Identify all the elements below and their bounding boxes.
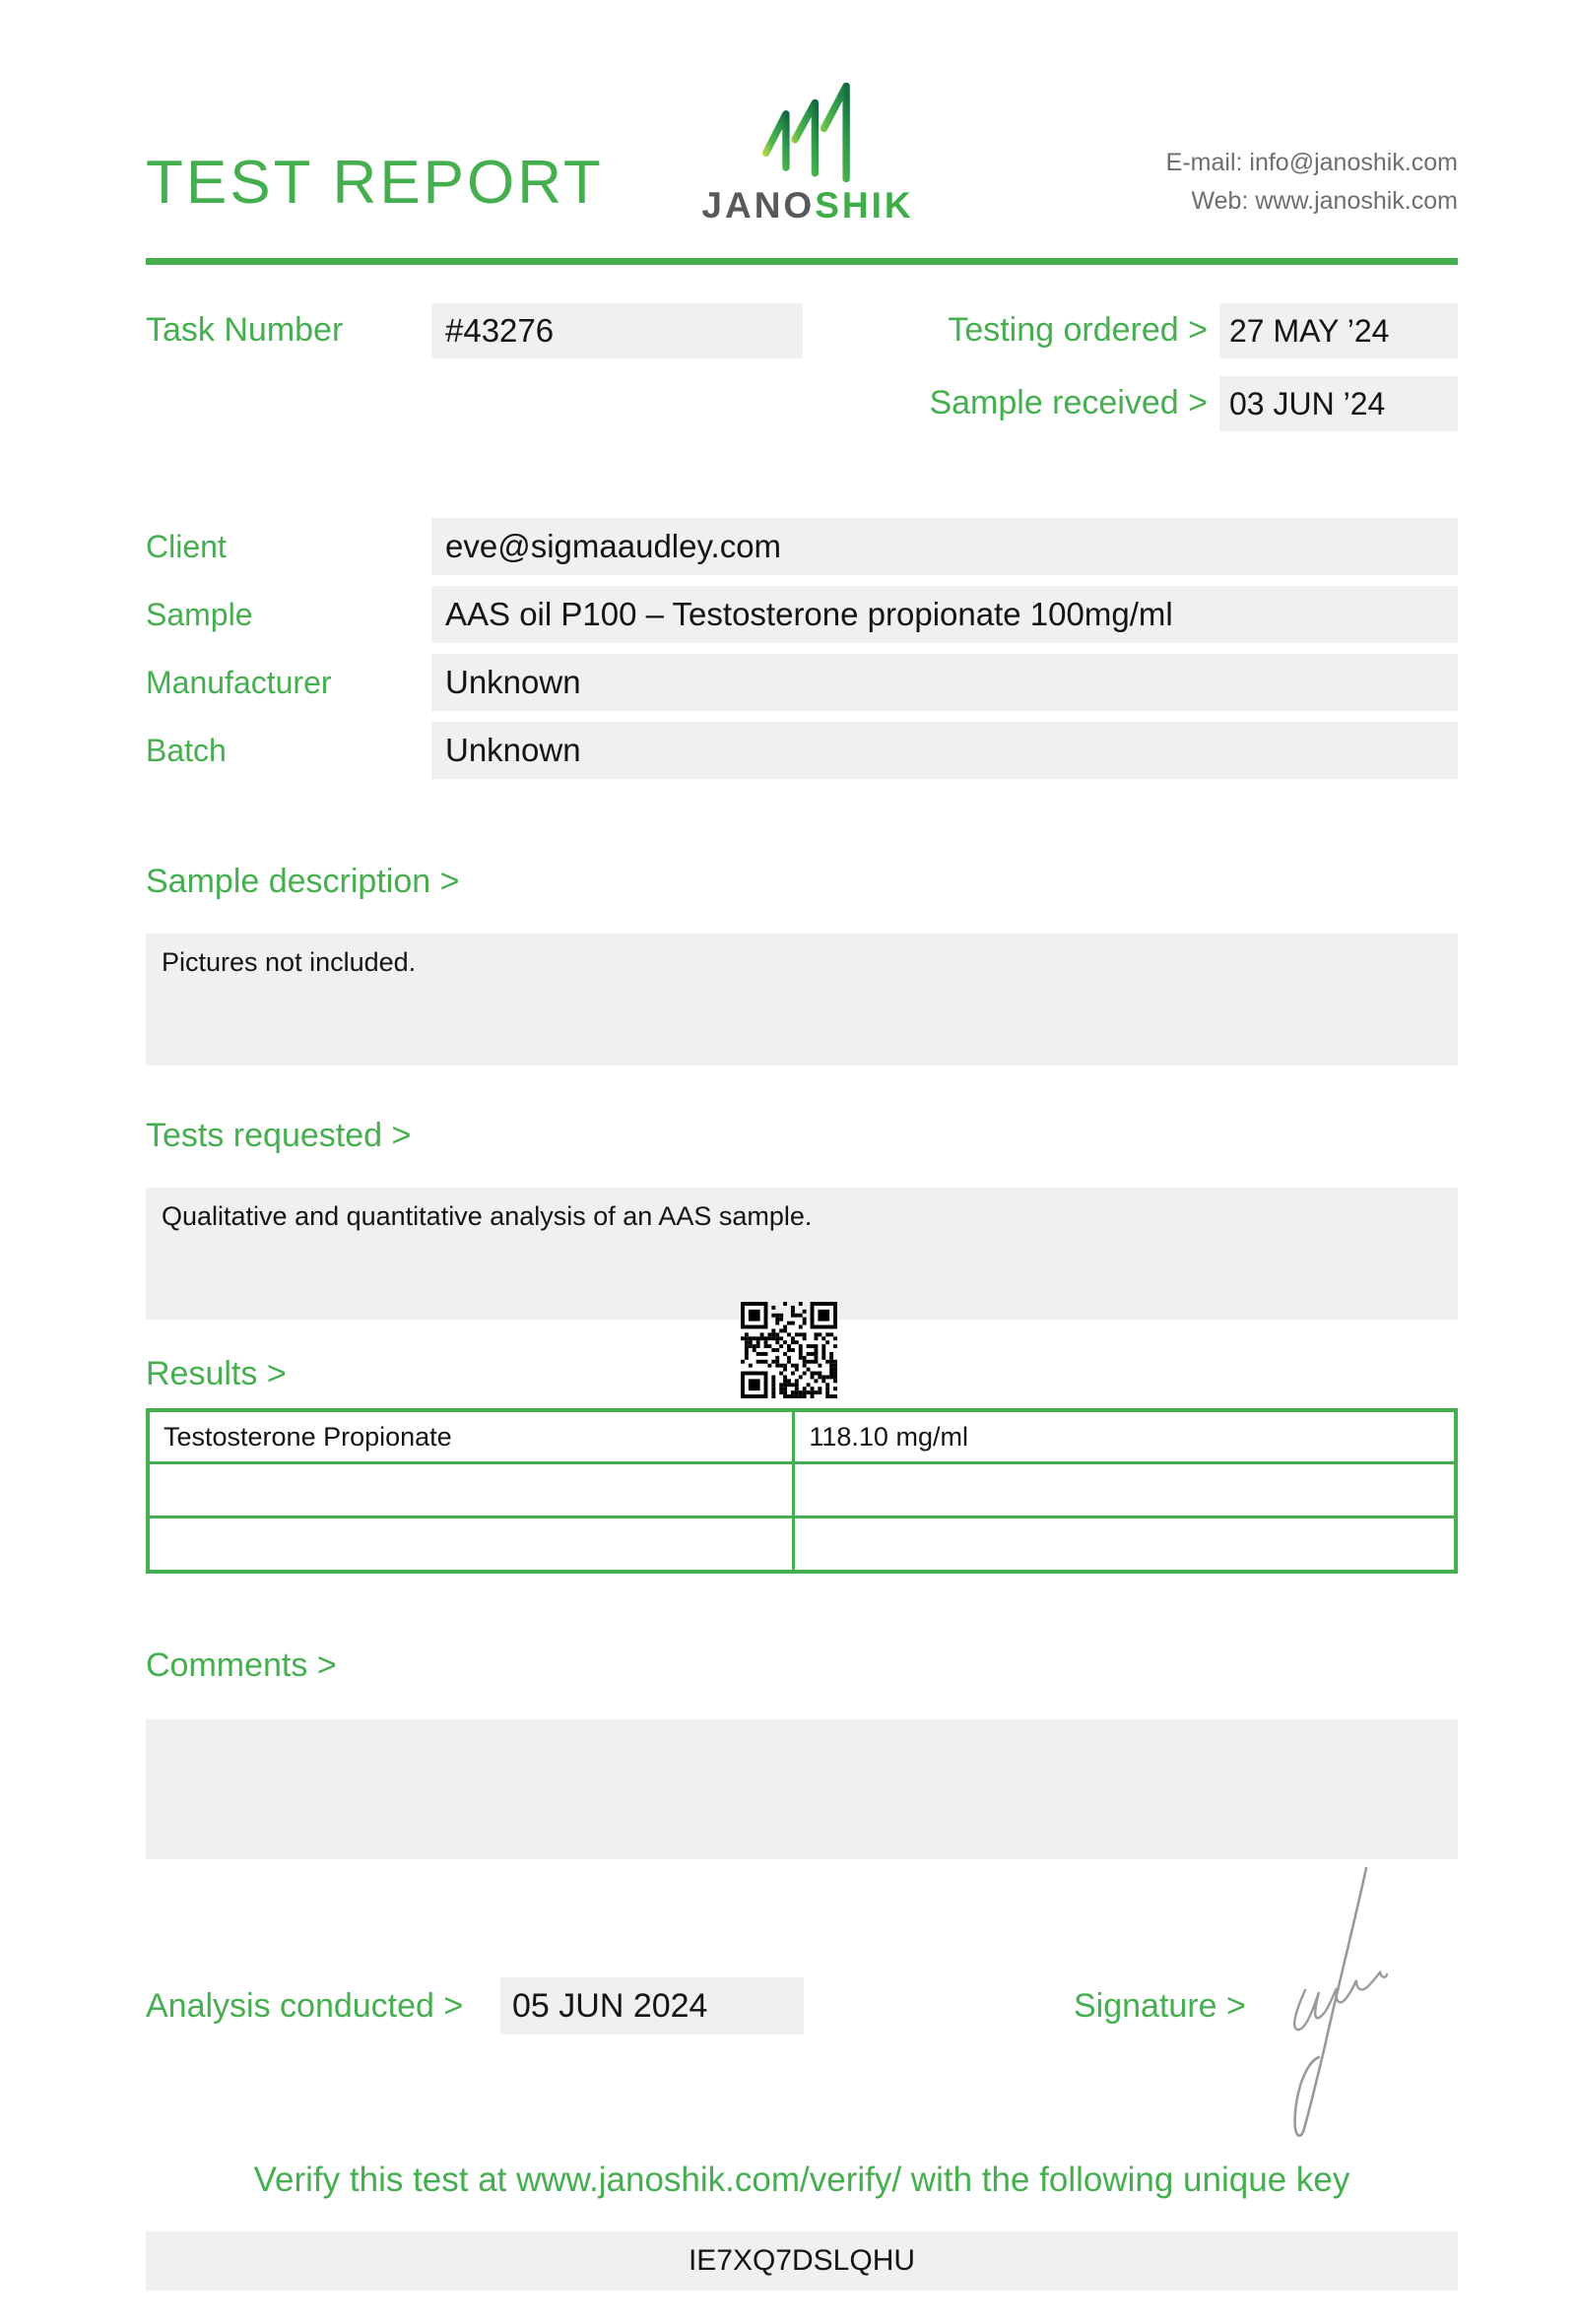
web-label: Web:	[1191, 187, 1249, 215]
qr-code	[741, 1302, 837, 1398]
sample-received-value: 03 JUN ’24	[1219, 376, 1458, 431]
comments-heading: Comments >	[146, 1646, 337, 1684]
logo-jano: JANO	[701, 185, 816, 226]
manufacturer-label: Manufacturer	[146, 665, 332, 700]
email-value: info@janoshik.com	[1249, 149, 1458, 176]
email-label: E-mail:	[1165, 149, 1243, 176]
results-heading: Results >	[146, 1355, 287, 1392]
result-row	[150, 1412, 1454, 1461]
result-amount: 118.10 mg/ml	[809, 1421, 968, 1452]
comments-box	[146, 1719, 1458, 1859]
sample-value: AAS oil P100 – Testosterone propionate 100mg/ml	[431, 586, 1458, 643]
contact-web-line	[1166, 182, 1458, 221]
signature-image	[1276, 1864, 1389, 2145]
result-row	[150, 1461, 1454, 1516]
result-substance	[150, 1464, 795, 1516]
contact-info	[1166, 144, 1458, 221]
sample-description-heading: Sample description >	[146, 863, 460, 900]
batch-value: Unknown	[431, 722, 1458, 779]
result-substance	[150, 1518, 795, 1570]
logo-wordmark	[680, 185, 936, 226]
contact-email-line	[1166, 144, 1458, 182]
client-value: eve@sigmaaudley.com	[431, 518, 1458, 575]
batch-label: Batch	[146, 733, 227, 768]
sample-description-box: Pictures not included.	[146, 934, 1458, 1065]
analysis-date-value: 05 JUN 2024	[500, 1977, 804, 2034]
task-number-label: Task Number	[146, 311, 344, 349]
sample-label: Sample	[146, 597, 253, 632]
testing-ordered-label: Testing ordered >	[948, 311, 1208, 349]
task-number-value: #43276	[431, 303, 803, 358]
tests-requested-heading: Tests requested >	[146, 1117, 412, 1154]
page-title: TEST REPORT	[146, 149, 604, 217]
analysis-conducted-label: Analysis conducted >	[146, 1987, 464, 2025]
client-label: Client	[146, 529, 227, 564]
verify-heading: Verify this test at www.janoshik.com/verify/ with the following unique key	[253, 2161, 1350, 2199]
testing-ordered-value: 27 MAY ’24	[1219, 303, 1458, 358]
web-value: www.janoshik.com	[1255, 187, 1458, 215]
tests-requested-box: Qualitative and quantitative analysis of an AAS sample.	[146, 1188, 1458, 1320]
manufacturer-value: Unknown	[431, 654, 1458, 711]
result-amount	[795, 1464, 1454, 1516]
signature-label: Signature >	[1074, 1987, 1246, 2025]
sample-received-label: Sample received >	[929, 384, 1208, 421]
result-substance: Testosterone Propionate	[150, 1412, 795, 1461]
growth-chart-icon	[734, 83, 882, 183]
result-row	[150, 1516, 1454, 1570]
header-divider	[146, 258, 1458, 265]
janoshik-logo	[680, 83, 936, 226]
result-amount	[795, 1518, 1454, 1570]
unique-key-value: IE7XQ7DSLQHU	[146, 2231, 1458, 2291]
results-table	[146, 1408, 1458, 1574]
logo-shik: SHIK	[815, 185, 914, 226]
